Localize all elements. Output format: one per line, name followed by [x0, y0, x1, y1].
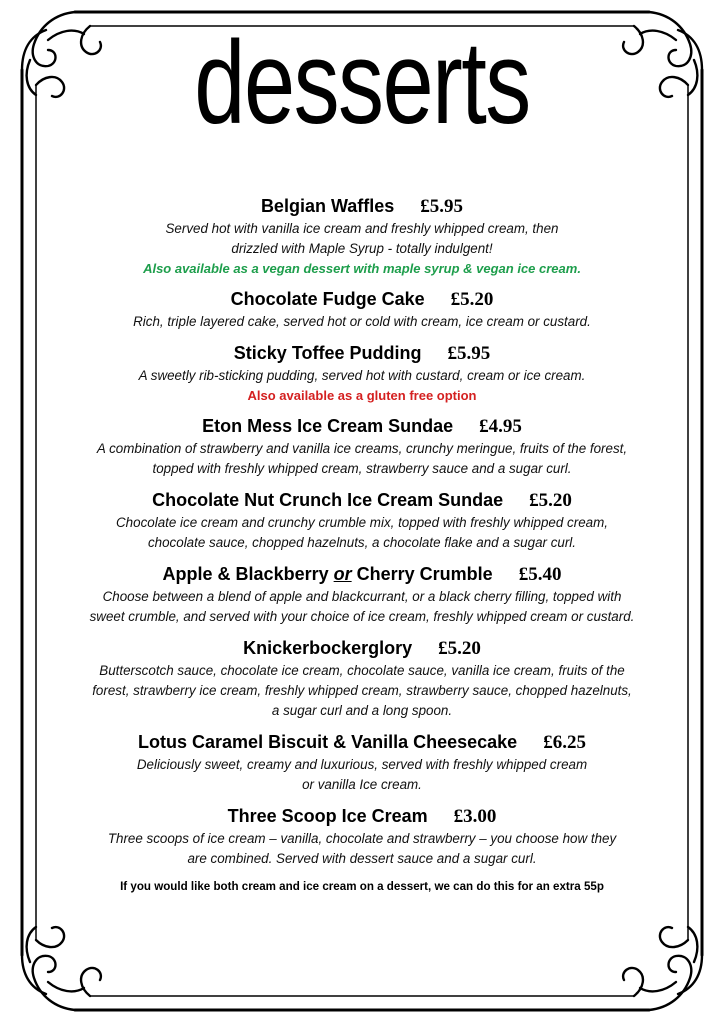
item-heading	[30, 562, 694, 587]
description-line: A sweetly rib-sticking pudding, served hot with custard, cream or ice cream.	[138, 368, 586, 383]
item-description	[30, 513, 694, 553]
description-line: Choose between a blend of apple and blackcurrant, or a black cherry filling, topped with	[102, 589, 622, 604]
item-price: £3.00	[453, 806, 497, 827]
item-description	[30, 587, 694, 627]
item-name: Lotus Caramel Biscuit & Vanilla Cheesecake	[138, 732, 518, 752]
item-heading	[30, 636, 694, 661]
item-heading	[30, 341, 694, 366]
item-price: £5.20	[529, 490, 572, 511]
item-description	[30, 366, 694, 386]
menu-item-three-scoop-ice-cream	[30, 804, 694, 869]
description-line: Butterscotch sauce, chocolate ice cream, chocolate sauce, vanilla ice cream, fruits of the	[99, 663, 625, 678]
description-line: Served hot with vanilla ice cream and freshly whipped cream, then	[165, 221, 559, 236]
item-heading	[30, 804, 694, 829]
item-description	[30, 439, 694, 479]
item-name-part: Apple & Blackberry	[162, 564, 329, 584]
item-price: £5.95	[447, 343, 491, 364]
description-line: Rich, triple layered cake, served hot or cold with cream, ice cream or custard.	[133, 314, 591, 329]
item-description	[30, 312, 694, 332]
item-name-or: or	[333, 564, 352, 584]
gluten-free-note: Also available as a gluten free option	[247, 388, 477, 403]
page-title: desserts	[194, 17, 530, 149]
dessert-menu	[30, 194, 694, 896]
item-name: Sticky Toffee Pudding	[233, 343, 422, 363]
description-line: are combined. Served with dessert sauce and a sugar curl.	[187, 851, 537, 866]
menu-item-lotus-cheesecake	[30, 730, 694, 795]
menu-item-crumble	[30, 562, 694, 627]
description-line: A combination of strawberry and vanilla ice creams, crunchy meringue, fruits of the forest,	[96, 441, 628, 456]
footnote: If you would like both cream and ice cream on a dessert, we can do this for an extra 55p	[120, 880, 604, 893]
description-line: chocolate sauce, chopped hazelnuts, a chocolate flake and a sugar curl.	[147, 535, 577, 550]
item-price: £5.95	[420, 196, 464, 217]
item-name: Belgian Waffles	[260, 196, 395, 216]
item-price: £5.20	[438, 638, 481, 659]
item-name-part: Cherry Crumble	[356, 564, 493, 584]
item-price: £6.25	[543, 732, 586, 753]
item-description	[30, 829, 694, 869]
menu-item-belgian-waffles	[30, 194, 694, 278]
item-name: Chocolate Nut Crunch Ice Cream Sundae	[152, 490, 504, 510]
item-description	[30, 755, 694, 795]
item-heading	[30, 287, 694, 312]
item-name: Eton Mess Ice Cream Sundae	[202, 416, 454, 436]
description-line: topped with freshly whipped cream, strawberry sauce and a sugar curl.	[152, 461, 572, 476]
item-price: £5.20	[450, 289, 494, 310]
description-line: sweet crumble, and served with your choice of ice cream, freshly whipped cream or custard.	[89, 609, 635, 624]
item-name: Chocolate Fudge Cake	[230, 289, 425, 309]
item-description	[30, 219, 694, 259]
item-price: £4.95	[479, 416, 522, 437]
item-name: Three Scoop Ice Cream	[227, 806, 428, 826]
description-line: drizzled with Maple Syrup - totally indulgent!	[231, 241, 493, 256]
item-heading	[30, 194, 694, 219]
menu-item-eton-mess-sundae	[30, 414, 694, 479]
menu-item-chocolate-fudge-cake	[30, 287, 694, 332]
item-heading	[30, 730, 694, 755]
description-line: forest, strawberry ice cream, freshly whipped cream, strawberry sauce, chopped hazelnuts,	[92, 683, 632, 698]
item-name: Knickerbockerglory	[243, 638, 413, 658]
item-heading	[30, 414, 694, 439]
menu-item-knickerbockerglory	[30, 636, 694, 721]
description-line: Chocolate ice cream and crunchy crumble mix, topped with freshly whipped cream,	[116, 515, 608, 530]
menu-item-sticky-toffee-pudding	[30, 341, 694, 405]
item-price: £5.40	[518, 564, 562, 585]
item-description	[30, 661, 694, 721]
item-heading	[30, 488, 694, 513]
description-line: a sugar curl and a long spoon.	[271, 703, 453, 718]
menu-item-chocolate-nut-crunch-sundae	[30, 488, 694, 553]
description-line: Deliciously sweet, creamy and luxurious, served with freshly whipped cream	[136, 757, 588, 772]
vegan-note: Also available as a vegan dessert with maple syrup & vegan ice cream.	[143, 261, 581, 276]
description-line: Three scoops of ice cream – vanilla, chocolate and strawberry – you choose how they	[107, 831, 617, 846]
description-line: or vanilla Ice cream.	[302, 777, 422, 792]
